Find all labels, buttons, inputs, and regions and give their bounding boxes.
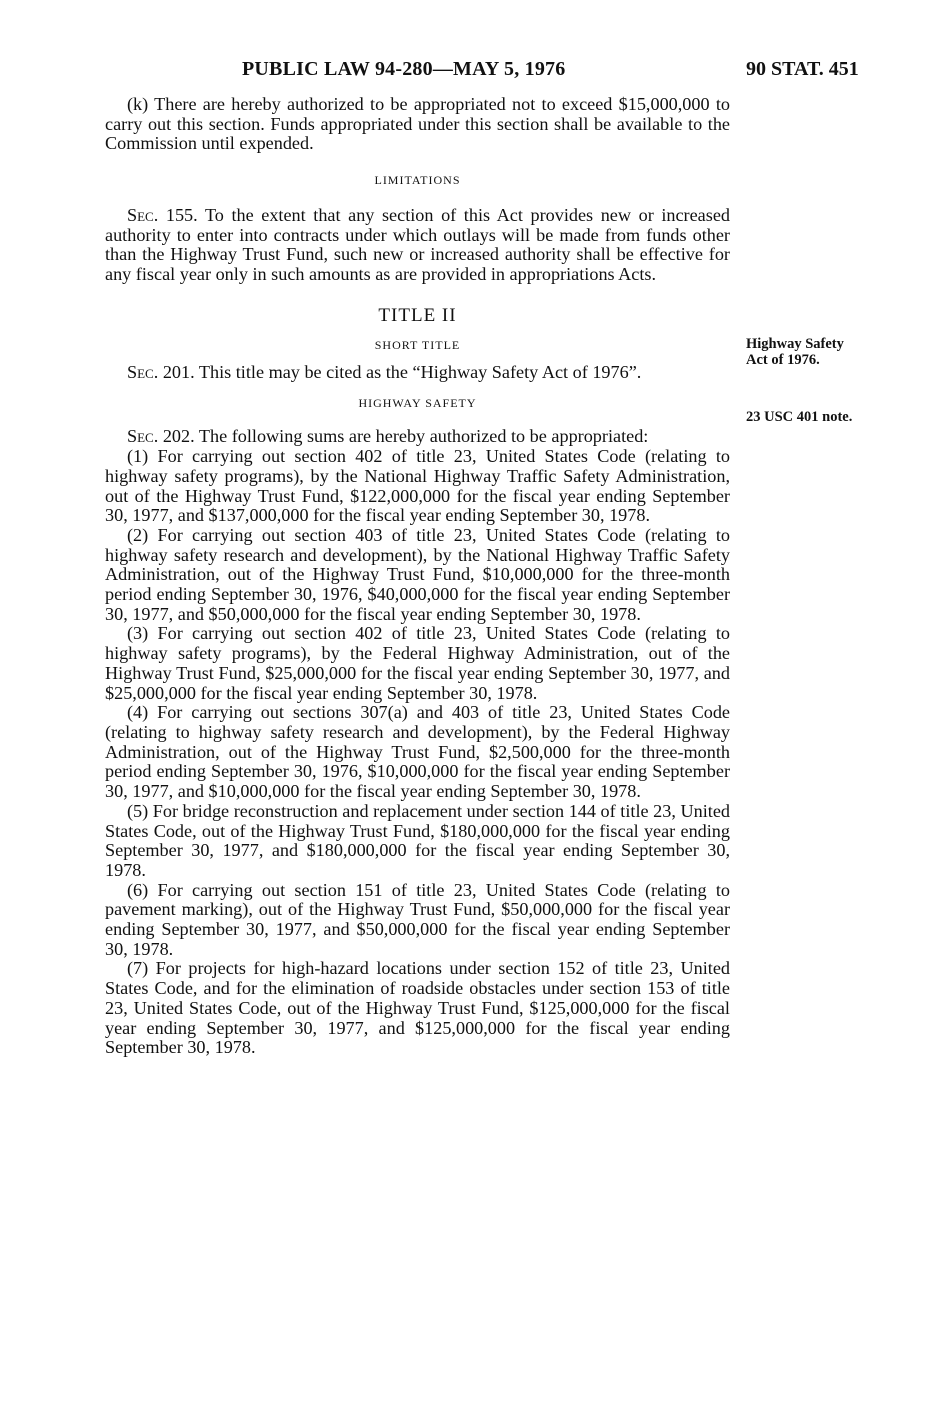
- list-item-2: (2) For carrying out section 403 of title 23, United States Code (relating to highway safety research and development), by the National Highway Traffic Safety Administration, out of the Highway Trust Fund, $10,000,000 for the three-month period ending September 30, 1976, $40,000,000 for the fiscal year ending September 30, 1977, and $50,000,000 for the fiscal year ending September 30, 1978.: [105, 524, 730, 624]
- margin-note-act-name-line2: Act of 1976.: [746, 352, 820, 368]
- heading-short-title: SHORT TITLE: [374, 338, 461, 353]
- section-201-text: This title may be cited as the “Highway Safety Act of 1976”.: [194, 362, 642, 383]
- margin-note-act-name: [746, 336, 936, 368]
- list-item-4: (4) For carrying out sections 307(a) and 403 of title 23, United States Code (relating to highway safety research and development), by the Federal Highway Administration, out of the Highway Trust Fund, $2,500,000 for the three-month period ending September 30, 1976, $10,000,000 for the fiscal year ending September 30, 1977, and $10,000,000 for the fiscal year ending September 30, 1978.: [105, 702, 730, 802]
- running-head: PUBLIC LAW 94-280—MAY 5, 1976: [242, 58, 566, 80]
- section-201: [105, 363, 730, 383]
- list-item-6: (6) For carrying out section 151 of title 23, United States Code (relating to pavement marking), out of the Highway Trust Fund, $50,000,000 for the fiscal year ending September 30, 1977, and $50,000,000 for the fiscal year ending September 30, 1978.: [105, 879, 730, 959]
- section-155-text: To the extent that any section of this Act provides new or increased authority to enter into contracts under which outlays will be made from funds other than the Highway Trust Fund, such new or increased authority shall be effective for any fiscal year only in such amounts as are provided in appropriations Acts.: [105, 204, 730, 284]
- title-heading: TITLE II: [378, 304, 457, 326]
- section-201-label: Sec. 201.: [127, 362, 195, 383]
- section-202-label: Sec. 202.: [127, 426, 195, 447]
- list-item-3: (3) For carrying out section 402 of title 23, United States Code (relating to highway safety programs), by the Federal Highway Administration, out of the Highway Trust Fund, $25,000,000 for the fiscal year ending September 30, 1977, and $25,000,000 for the fiscal year ending September 30, 1978.: [105, 623, 730, 703]
- section-155-label: Sec. 155.: [127, 204, 198, 225]
- section-202: [105, 427, 730, 447]
- body-text: [105, 95, 730, 1058]
- list-item-1: (1) For carrying out section 402 of title 23, United States Code (relating to highway safety programs), by the National Highway Traffic Safety Administration, out of the Highway Trust Fund, $122,000,000 for the fiscal year ending September 30, 1977, and $137,000,000 for the fiscal year ending September 30, 1978.: [105, 446, 730, 526]
- section-155: [105, 206, 730, 285]
- list-item-7: (7) For projects for high-hazard locations under section 152 of title 23, United States Code, and for the elimination of roadside obstacles under section 153 of title 23, United States Code, out of the Highway Trust Fund, $125,000,000 for the fiscal year ending September 30, 1977, and $125,000,000 for the fiscal year ending September 30, 1978.: [105, 958, 730, 1058]
- statute-reference: 90 STAT. 451: [746, 58, 859, 80]
- list-item-5: (5) For bridge reconstruction and replacement under section 144 of title 23, United States Code, out of the Highway Trust Fund, $180,000,000 for the fiscal year ending September 30, 1977, and $180,000,000 for the fiscal year ending September 30, 1978.: [105, 800, 730, 880]
- paragraph-k: (k) There are hereby authorized to be appropriated not to exceed $15,000,000 to carry out this section. Funds appropriated under this section shall be available to the Commission until expended.: [105, 94, 730, 154]
- margin-note-usc: 23 USC 401 note.: [746, 409, 853, 425]
- heading-limitations: LIMITATIONS: [374, 173, 461, 188]
- margin-note-act-name-line1: Highway Safety: [746, 336, 844, 352]
- section-202-text: The following sums are hereby authorized to be appropriated:: [194, 426, 649, 447]
- heading-highway-safety: HIGHWAY SAFETY: [358, 395, 477, 410]
